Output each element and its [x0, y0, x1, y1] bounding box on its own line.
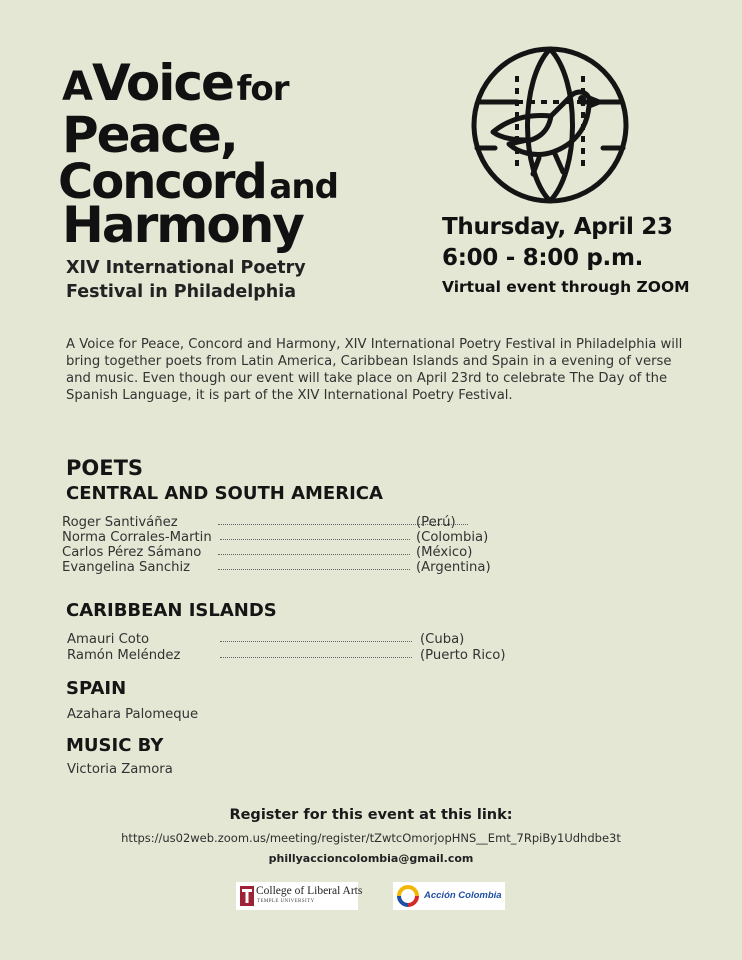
title-word-and: and — [269, 167, 338, 207]
list-item — [62, 530, 502, 545]
subtitle-line-1: XIV International Poetry — [66, 258, 306, 278]
temple-name: College of Liberal Arts — [256, 885, 363, 897]
temple-sub: TEMPLE UNIVERSITY — [257, 899, 315, 904]
temple-logo — [236, 882, 363, 910]
accion-colombia-logo — [393, 882, 505, 910]
poet-country: (México) — [416, 545, 473, 560]
caribbean-heading: CARIBBEAN ISLANDS — [66, 600, 277, 621]
accion-colombia-ring-icon — [397, 885, 419, 907]
temple-t-icon — [240, 886, 254, 906]
poet-name: Amauri Coto — [67, 632, 150, 647]
event-description: A Voice for Peace, Concord and Harmony, XIV International Poetry Festival in Philadelphia will bring together poets from Latin America, Caribbean Islands and Spain in a evening of verse and music. Even though our event will take place on April 23rd to celebrate The Day of the Spanish Language, it is part of the XIV International Poetry Festival. — [66, 337, 683, 403]
poets-heading: POETS — [66, 456, 144, 480]
poet-country: (Puerto Rico) — [420, 648, 506, 663]
poet-name: Evangelina Sanchiz — [62, 560, 191, 575]
list-item — [67, 632, 517, 647]
poet-country: (Argentina) — [416, 560, 491, 575]
title-line-2: Peace, — [62, 106, 237, 164]
subtitle-line-2: Festival in Philadelphia — [66, 282, 297, 302]
poet-name: Carlos Pérez Sámano — [62, 545, 202, 560]
contact-email[interactable]: phillyaccioncolombia@gmail.com — [268, 852, 474, 865]
spain-poet: Azahara Palomeque — [67, 707, 199, 722]
title-word-voice: Voice — [91, 54, 233, 112]
dot-leader — [218, 569, 410, 570]
spain-heading: SPAIN — [66, 678, 127, 699]
title-line-4: Harmony — [62, 196, 303, 254]
event-info — [442, 213, 690, 298]
list-item — [62, 560, 502, 575]
dot-leader — [218, 554, 410, 555]
dot-leader — [220, 657, 412, 658]
title-line-1 — [62, 54, 289, 112]
music-heading: MUSIC BY — [66, 735, 164, 756]
title-word-for: for — [236, 69, 289, 109]
poet-country: (Perú) — [416, 515, 456, 530]
register-heading: Register for this event at this link: — [229, 807, 513, 823]
central-south-heading: CENTRAL AND SOUTH AMERICA — [66, 483, 383, 504]
accion-name: Acción Colombia — [424, 890, 502, 901]
poet-country: (Colombia) — [416, 530, 489, 545]
register-link[interactable]: https://us02web.zoom.us/meeting/register/tZwtcOmorjopHNS__Emt_7RpiBy1Udhdbe3t — [121, 831, 621, 845]
globe-with-dove-icon — [465, 40, 635, 210]
dot-leader — [220, 641, 412, 642]
subtitle — [66, 256, 306, 304]
music-artist: Victoria Zamora — [67, 762, 173, 777]
poet-name: Roger Santiváñez — [62, 515, 178, 530]
list-item — [62, 515, 502, 530]
title-word-a: A — [62, 64, 92, 110]
event-date: Thursday, April 23 — [442, 214, 673, 240]
list-item — [62, 545, 502, 560]
title-word-concord: Concord — [58, 154, 266, 210]
event-venue: Virtual event through ZOOM — [442, 278, 690, 296]
poet-country: (Cuba) — [420, 632, 465, 647]
list-item — [67, 648, 517, 663]
event-time: 6:00 - 8:00 p.m. — [442, 245, 644, 271]
poet-name: Norma Corrales-Martin — [62, 530, 212, 545]
poet-name: Ramón Meléndez — [67, 648, 181, 663]
dot-leader — [220, 539, 410, 540]
